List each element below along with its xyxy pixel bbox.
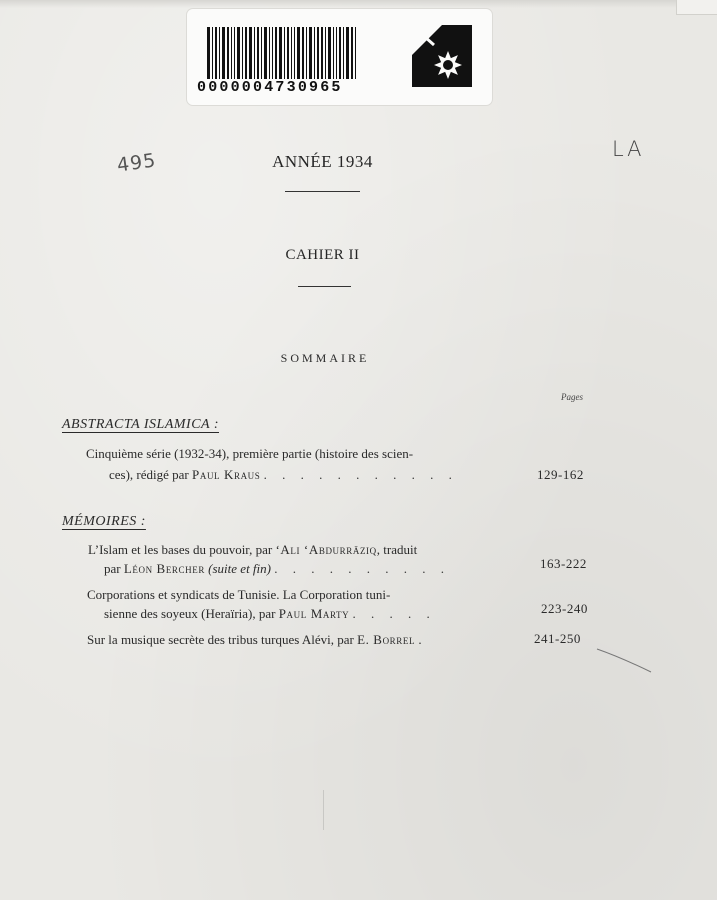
barcode-bar [215, 27, 217, 79]
contents-title: SOMMAIRE [280, 351, 370, 365]
entry-text: Sur la musique secrète des tribus turques Alévi, par [87, 632, 354, 647]
page-range: 223-240 [541, 601, 588, 616]
entry-text: L’Islam et les bases du pouvoir, par [88, 542, 273, 557]
barcode-bar [257, 27, 259, 79]
barcode-label [187, 9, 492, 105]
barcode-number: 0000004730965 [197, 79, 343, 96]
toc-entry-line: L’Islam et les bases du pouvoir, par ‘Ali ‘Abdurrāziq, traduit [88, 542, 418, 557]
toc-entry-line [87, 632, 422, 648]
barcode-bar [325, 27, 326, 79]
barcode-bar [222, 27, 225, 79]
issue-title: CAHIER II [285, 247, 360, 263]
barcode-bar [328, 27, 331, 79]
barcode-bar [309, 27, 312, 79]
divider-rule [285, 191, 360, 192]
barcode-bar [272, 27, 273, 79]
entry-text: ces), rédigé par [109, 467, 189, 482]
entry-text: par [104, 561, 121, 576]
barcode-bar [351, 27, 353, 79]
author-name: Paul Kraus [192, 467, 261, 482]
barcode-bar [284, 27, 285, 79]
barcode-bar [207, 27, 210, 79]
entry-text: . [418, 632, 422, 647]
barcode-bar [245, 27, 247, 79]
barcode-bar [249, 27, 252, 79]
barcode-bar [227, 27, 229, 79]
barcode-bar [333, 27, 334, 79]
leader-dots: . . . . . . . . . . [274, 561, 450, 576]
divider-rule [298, 286, 351, 287]
author-name: E. Borrel [357, 632, 416, 647]
leader-dots: . . . . . . . . . . . [263, 467, 458, 482]
page-top-edge [0, 0, 717, 8]
barcode-bar [275, 27, 277, 79]
page-range: 163-222 [540, 556, 587, 571]
paper-crease [323, 790, 324, 830]
page-range: 129-162 [537, 467, 584, 482]
toc-entry-line: Cinquième série (1932-34), première partie (histoire des scien- [86, 446, 414, 461]
barcode-bar [314, 27, 315, 79]
barcode-bar [279, 27, 282, 79]
barcode-bar [242, 27, 243, 79]
page-range: 241-250 [534, 631, 581, 646]
author-name: Léon Bercher [123, 561, 205, 576]
library-logo-icon [412, 25, 472, 87]
barcode-bar [269, 27, 270, 79]
barcode-bar [291, 27, 292, 79]
barcode-bar [264, 27, 267, 79]
barcode-bar [297, 27, 300, 79]
barcode-bar [302, 27, 304, 79]
barcode-bar [321, 27, 323, 79]
year-title: ANNÉE 1934 [272, 152, 373, 171]
barcode-bar [339, 27, 341, 79]
section-title: MÉMOIRES : [62, 514, 146, 529]
barcode-bar [219, 27, 220, 79]
barcode-bar [212, 27, 213, 79]
toc-entry-line [104, 561, 450, 577]
barcode-bar [346, 27, 349, 79]
section-title: ABSTRACTA ISLAMICA : [62, 417, 219, 432]
barcode-bar [234, 27, 235, 79]
barcode-bar [237, 27, 240, 79]
handwritten-note-left: 495 [115, 149, 158, 177]
pen-stroke-mark [595, 645, 655, 675]
barcode-bar [287, 27, 289, 79]
handwritten-note-right: LA [612, 137, 645, 161]
barcode-bar [336, 27, 337, 79]
toc-entry-line [109, 467, 458, 483]
entry-text: traduit [383, 542, 418, 557]
entry-note: (suite et fin) [208, 561, 271, 576]
barcode-bar [317, 27, 319, 79]
barcode-bar [294, 27, 295, 79]
pages-column-label: Pages [561, 392, 583, 402]
entry-text: sienne des soyeux (Heraïria), par [104, 606, 276, 621]
toc-entry-line [104, 606, 436, 622]
torn-corner [676, 0, 717, 15]
barcode-bar [306, 27, 307, 79]
barcode-bar [254, 27, 255, 79]
leader-dots: . . . . . [352, 606, 436, 621]
author-name: Paul Marty [278, 606, 350, 621]
barcode-bar [231, 27, 232, 79]
barcode-bar [261, 27, 262, 79]
author-name: ‘Ali ‘Abdurrāziq [275, 542, 377, 557]
barcode-bars [207, 27, 387, 79]
barcode-bar [355, 27, 356, 79]
toc-entry-line: Corporations et syndicats de Tunisie. La Corporation tuni- [87, 587, 391, 602]
barcode-bar [343, 27, 344, 79]
